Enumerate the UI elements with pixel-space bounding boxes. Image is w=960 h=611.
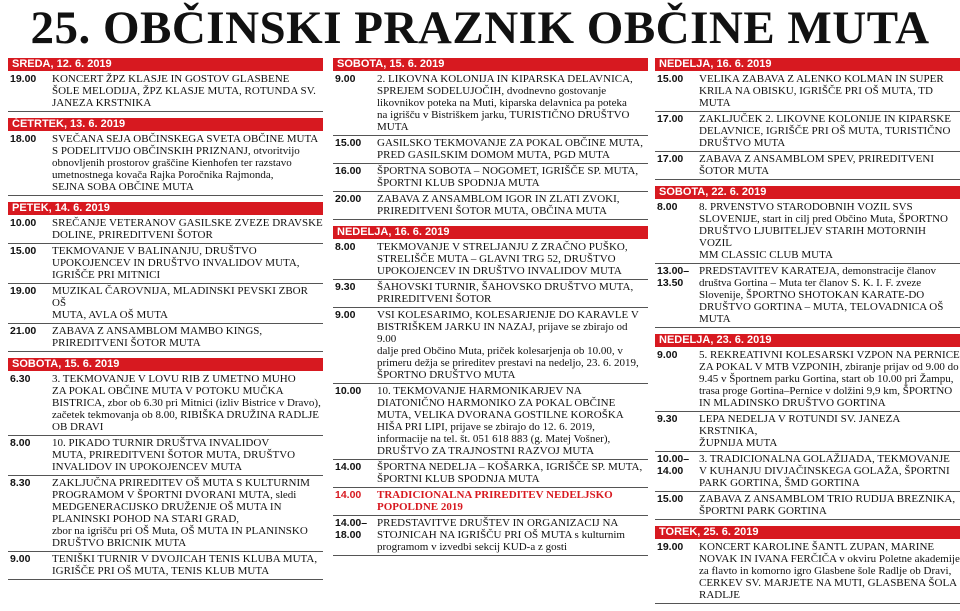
day-header: TOREK, 25. 6. 2019	[655, 526, 960, 539]
event-row	[655, 200, 960, 264]
event-time: 15.00	[10, 245, 37, 257]
day-header: NEDELJA, 23. 6. 2019	[655, 334, 960, 347]
event-time: 8.00	[10, 437, 31, 449]
day-header: ČETRTEK, 13. 6. 2019	[8, 118, 323, 131]
event-description: ZAKLJUČNA PRIREDITEV OŠ MUTA S KULTURNIM PROGRAMOM V ŠPORTNI DVORANI MUTA, sledi MEDGENERACIJSKO DRUŽENJE OŠ MUTA IN PLANINSKI POHOD NA STARI GRAD, zbor na igrišču pri OŠ Muta, OŠ MUTA IN PLANINSKO DRUŠTVO BRICNIK MUTA	[52, 477, 310, 549]
day-header: SOBOTA, 15. 6. 2019	[333, 58, 648, 71]
day-header: NEDELJA, 16. 6. 2019	[333, 226, 648, 239]
event-time: 20.00	[335, 193, 362, 205]
event-description: TENIŠKI TURNIR V DVOJICAH TENIS KLUBA MUTA, IGRIŠČE PRI OŠ MUTA, TENIS KLUB MUTA	[52, 553, 318, 577]
event-time: 10.00	[10, 217, 37, 229]
event-description: LEPA NEDELJA V ROTUNDI SV. JANEZA KRSTNIKA, ŽUPNIJA MUTA	[699, 413, 900, 449]
event-row	[333, 240, 648, 280]
event-description: 8. PRVENSTVO STARODOBNIH VOZIL SVS SLOVENIJE, start in cilj pred Občino Muta, ŠPORTNO DRUŠTVO LJUBITELJEV STARIH MOTORNIH VOZIL MM CLASSIC CLUB MUTA	[699, 201, 948, 261]
event-description: PREDSTAVITEV KARATEJA, demonstracije članov društva Gortina – Muta ter članov S. K. I. F. zveze Slovenije, ŠPORTNO SHOTOKAN KARATE-DO DRUŠTVO GORTINA – MUTA, TELOVADNICA OŠ MUTA	[699, 265, 944, 325]
event-description: VELIKA ZABAVA Z ALENKO KOLMAN IN SUPER KRILA NA OBISKU, IGRIŠČE PRI OŠ MUTA, TD MUTA	[699, 73, 944, 109]
event-description: TEKMOVANJE V BALINANJU, DRUŠTVO UPOKOJENCEV IN DRUŠTVO INVALIDOV MUTA, IGRIŠČE PRI MITNICI	[52, 245, 300, 281]
day-header: SREDA, 12. 6. 2019	[8, 58, 323, 71]
event-row	[655, 412, 960, 452]
event-row	[655, 72, 960, 112]
schedule-column-2	[333, 58, 648, 556]
event-row	[8, 436, 323, 476]
event-row	[655, 492, 960, 520]
event-row	[8, 216, 323, 244]
event-time: 8.30	[10, 477, 31, 489]
event-description: 10. TEKMOVANJE HARMONIKARJEV NA DIATONIČNO HARMONIKO ZA POKAL OBČINE MUTA, VELIKA DVORANA GOSTILNE KOROŠKA HIŠA PRI LIPI, prijave se zbirajo do 12. 6. 2019, informacije na tel. št. 051 618 883 (g. Matej Vošner), DRUŠTVO ZA TRAJNOSTNI RAZVOJ MUTA	[377, 385, 624, 457]
event-time: 15.00	[335, 137, 362, 149]
event-time: 9.00	[10, 553, 31, 565]
event-time: 8.00	[335, 241, 356, 253]
event-description: TRADICIONALNA PRIREDITEV NEDELJSKO POPOLDNE 2019	[377, 489, 613, 513]
event-row	[8, 244, 323, 284]
event-time: 15.00	[657, 493, 684, 505]
event-time: 14.00– 18.00	[335, 517, 368, 541]
event-description: MUZIKAL ČAROVNIJA, MLADINSKI PEVSKI ZBOR OŠ MUTA, AVLA OŠ MUTA	[52, 285, 308, 321]
event-row	[333, 308, 648, 384]
event-description: ZABAVA Z ANSAMBLOM IGOR IN ZLATI ZVOKI, PRIREDITVENI ŠOTOR MUTA, OBČINA MUTA	[377, 193, 620, 217]
event-row	[333, 280, 648, 308]
day-header: SOBOTA, 15. 6. 2019	[8, 358, 323, 371]
event-description: 3. TEKMOVANJE V LOVU RIB Z UMETNO MUHO ZA POKAL OBČINE MUTA V POTOKU MUČKA BISTRICA, zbor ob 6.30 pri Mitnici (izliv Bistrice v Dravo), začetek tekmovanja ob 8.00, RIBIŠKA DRUŽINA RADLJE OB DRAVI	[52, 373, 321, 433]
event-description: ŠPORTNA NEDELJA – KOŠARKA, IGRIŠČE SP. MUTA, ŠPORTNI KLUB SPODNJA MUTA	[377, 461, 643, 485]
event-description: PREDSTAVITVE DRUŠTEV IN ORGANIZACIJ NA STOJNICAH NA IGRIŠČU PRI OŠ MUTA s kulturnim programom v izvedbi sekcij KUD-a z gosti	[377, 517, 625, 553]
event-time: 9.00	[657, 349, 678, 361]
event-time: 8.00	[657, 201, 678, 213]
event-row	[333, 164, 648, 192]
event-row	[655, 112, 960, 152]
event-time: 19.00	[10, 73, 37, 85]
event-description: ZABAVA Z ANSAMBLOM MAMBO KINGS, PRIREDITVENI ŠOTOR MUTA	[52, 325, 263, 349]
event-time: 21.00	[10, 325, 37, 337]
event-time: 9.00	[335, 73, 356, 85]
event-row	[655, 540, 960, 604]
event-time: 14.00	[335, 489, 362, 501]
event-row	[8, 324, 323, 352]
schedule-column-1	[8, 58, 323, 580]
event-description: SREČANJE VETERANOV GASILSKE ZVEZE DRAVSKE DOLINE, PRIREDITVENI ŠOTOR	[52, 217, 323, 241]
event-description: 10. PIKADO TURNIR DRUŠTVA INVALIDOV MUTA, PRIREDITVENI ŠOTOR MUTA, DRUŠTVO INVALIDOV IN UPOKOJENCEV MUTA	[52, 437, 296, 473]
event-time: 19.00	[10, 285, 37, 297]
event-time: 17.00	[657, 113, 684, 125]
event-time: 13.00– 13.50	[657, 265, 690, 289]
schedule-column-3	[655, 58, 960, 604]
day-header: PETEK, 14. 6. 2019	[8, 202, 323, 215]
event-time: 17.00	[657, 153, 684, 165]
event-time: 9.00	[335, 309, 356, 321]
event-row	[333, 72, 648, 136]
event-row	[333, 516, 648, 556]
event-row	[655, 152, 960, 180]
event-row	[655, 348, 960, 412]
event-description: ŠPORTNA SOBOTA – NOGOMET, IGRIŠČE SP. MUTA, ŠPORTNI KLUB SPODNJA MUTA	[377, 165, 639, 189]
event-description: GASILSKO TEKMOVANJE ZA POKAL OBČINE MUTA, PRED GASILSKIM DOMOM MUTA, PGD MUTA	[377, 137, 643, 161]
event-time: 14.00	[335, 461, 362, 473]
event-time: 9.30	[657, 413, 678, 425]
event-row	[333, 460, 648, 488]
event-row	[655, 264, 960, 328]
event-time: 16.00	[335, 165, 362, 177]
event-row	[333, 384, 648, 460]
event-row	[333, 136, 648, 164]
event-time: 6.30	[10, 373, 31, 385]
event-description: SVEČANA SEJA OBČINSKEGA SVETA OBČINE MUTA S PODELITVIJO OBČINSKIH PRIZNANJ, otvoritvijo obnovljenih prostorov graščine Kienhofen ter razstavo umetnostnega kovača Rajka Poročnika Rajmonda, SEJNA SOBA OBČINE MUTA	[52, 133, 319, 193]
day-header: NEDELJA, 16. 6. 2019	[655, 58, 960, 71]
event-description: ZABAVA Z ANSAMBLOM SPEV, PRIREDITVENI ŠOTOR MUTA	[699, 153, 935, 177]
event-time: 15.00	[657, 73, 684, 85]
event-time: 9.30	[335, 281, 356, 293]
event-row	[8, 72, 323, 112]
day-header: SOBOTA, 22. 6. 2019	[655, 186, 960, 199]
event-row	[8, 372, 323, 436]
event-time: 10.00– 14.00	[657, 453, 690, 477]
event-row	[333, 192, 648, 220]
event-row	[8, 284, 323, 324]
event-description: TEKMOVANJE V STRELJANJU Z ZRAČNO PUŠKO, STRELIŠČE MUTA – GLAVNI TRG 52, DRUŠTVO UPOKOJENCEV IN DRUŠTVO INVALIDOV MUTA	[377, 241, 628, 277]
event-time: 18.00	[10, 133, 37, 145]
event-row	[8, 552, 323, 580]
event-description: ZABAVA Z ANSAMBLOM TRIO RUDIJA BREZNIKA, ŠPORTNI PARK GORTINA	[699, 493, 956, 517]
event-description: ZAKLJUČEK 2. LIKOVNE KOLONIJE IN KIPARSKE DELAVNICE, IGRIŠČE PRI OŠ MUTA, TURISTIČNO DRUŠTVO MUTA	[699, 113, 951, 149]
event-description: 3. TRADICIONALNA GOLAŽIJADA, TEKMOVANJE V KUHANJU DIVJAČINSKEGA GOLAŽA, ŠPORTNI PARK GORTINA, ŠMD GORTINA	[699, 453, 950, 489]
event-row	[8, 132, 323, 196]
event-description: KONCERT KAROLINE ŠANTL ZUPAN, MARINE NOVAK IN IVANA FERČIČA v okviru Poletne akademije za flavto in komorno igro Glasbene šole Radlje ob Dravi, CERKEV SV. MARJETE NA MUTI, GLASBENA ŠOLA RADLJE	[699, 541, 960, 601]
event-time: 19.00	[657, 541, 684, 553]
page-title: 25. OBČINSKI PRAZNIK OBČINE MUTA	[30, 2, 930, 54]
event-description: VSI KOLESARIMO, KOLESARJENJE DO KARAVLE V BISTRIŠKEM JARKU IN NAZAJ, prijave se zbirajo od 9.00 dalje pred Občino Muta, priček kolesarjenja ob 10.00, v primeru dežja se prireditev prestavi na nedeljo, 23. 6. 2019, ŠPORTNO DRUŠTVO MUTA	[377, 309, 639, 381]
event-description: 5. REKREATIVNI KOLESARSKI VZPON NA PERNICE ZA POKAL V MTB VZPONIH, zbiranje prijav od 9.00 do 9.45 v Športnem parku Gortina, start ob 10.00 pri Žampu, trasa proge Gortina–Pernice v dolžini 9,9 km, ŠPORTNO IN MLADINSKO DRUŠTVO GORTINA	[699, 349, 960, 409]
event-row	[333, 488, 648, 516]
event-description: KONCERT ŽPZ KLASJE IN GOSTOV GLASBENE ŠOLE MELODIJA, ŽPZ KLASJE MUTA, ROTUNDA SV. JANEZA KRSTNIKA	[52, 73, 316, 109]
event-description: 2. LIKOVNA KOLONIJA IN KIPARSKA DELAVNICA, SPREJEM SODELUJOČIH, dvodnevno gostovanje likovnikov poteka na Muti, kiparska delavnica pa poteka na igrišču v Bistriškem jarku, TURISTIČNO DRUŠTVO MUTA	[377, 73, 633, 133]
event-time: 10.00	[335, 385, 362, 397]
event-description: ŠAHOVSKI TURNIR, ŠAHOVSKO DRUŠTVO MUTA, PRIREDITVENI ŠOTOR	[377, 281, 634, 305]
event-row	[8, 476, 323, 552]
event-row	[655, 452, 960, 492]
